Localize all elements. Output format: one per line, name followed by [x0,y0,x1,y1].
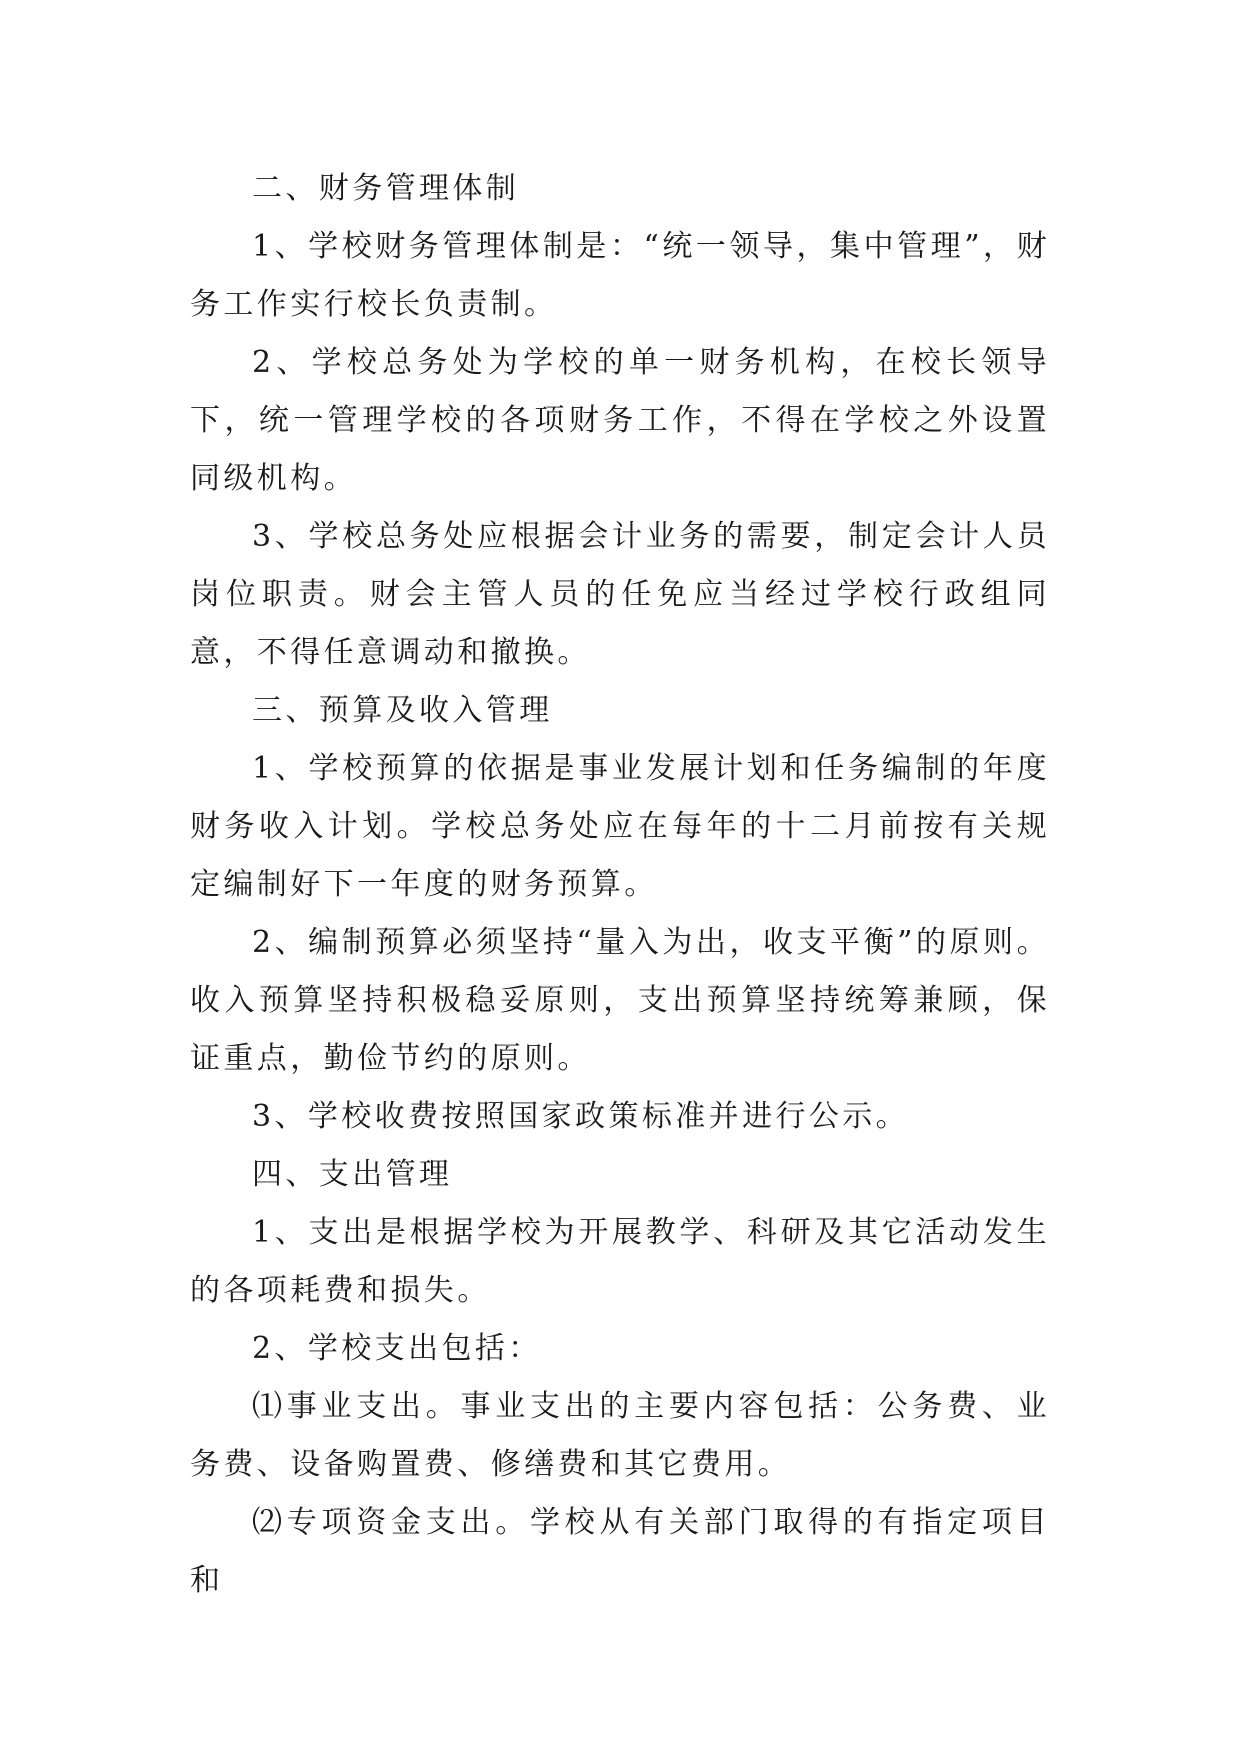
paragraph: 2、学校支出包括： [252,1331,542,1366]
paragraph: 3、学校收费按照国家政策标准并进行公示。 [252,1099,910,1134]
section-heading-expenditure: 四、支出管理 [252,1157,453,1192]
document-body [190,160,1050,1610]
paragraph: 2、学校总务处为学校的单一财务机构，在校长领导下，统一管理学校的各项财务工作，不得在学校之外设置同级机构。 [190,345,1050,496]
sub-item: ⑵专项资金支出。学校从有关部门取得的有指定项目和 [190,1505,1050,1598]
section-heading-budget: 三、预算及收入管理 [252,693,553,728]
paragraph: 2、编制预算必须坚持“量入为出，收支平衡”的原则。收入预算坚持积极稳妥原则，支出预算坚持统筹兼顾，保证重点，勤俭节约的原则。 [190,925,1050,1076]
paragraph: 3、学校总务处应根据会计业务的需要，制定会计人员岗位职责。财会主管人员的任免应当经过学校行政组同意，不得任意调动和撤换。 [190,519,1050,670]
paragraph: 1、学校预算的依据是事业发展计划和任务编制的年度财务收入计划。学校总务处应在每年的十二月前按有关规定编制好下一年度的财务预算。 [190,751,1050,902]
sub-item: ⑴事业支出。事业支出的主要内容包括：公务费、业务费、设备购置费、修缮费和其它费用。 [190,1389,1050,1482]
section-heading-finance-system: 二、财务管理体制 [252,171,520,206]
paragraph: 1、支出是根据学校为开展教学、科研及其它活动发生的各项耗费和损失。 [190,1215,1050,1308]
paragraph: 1、学校财务管理体制是：“统一领导，集中管理”，财务工作实行校长负责制。 [190,229,1050,322]
